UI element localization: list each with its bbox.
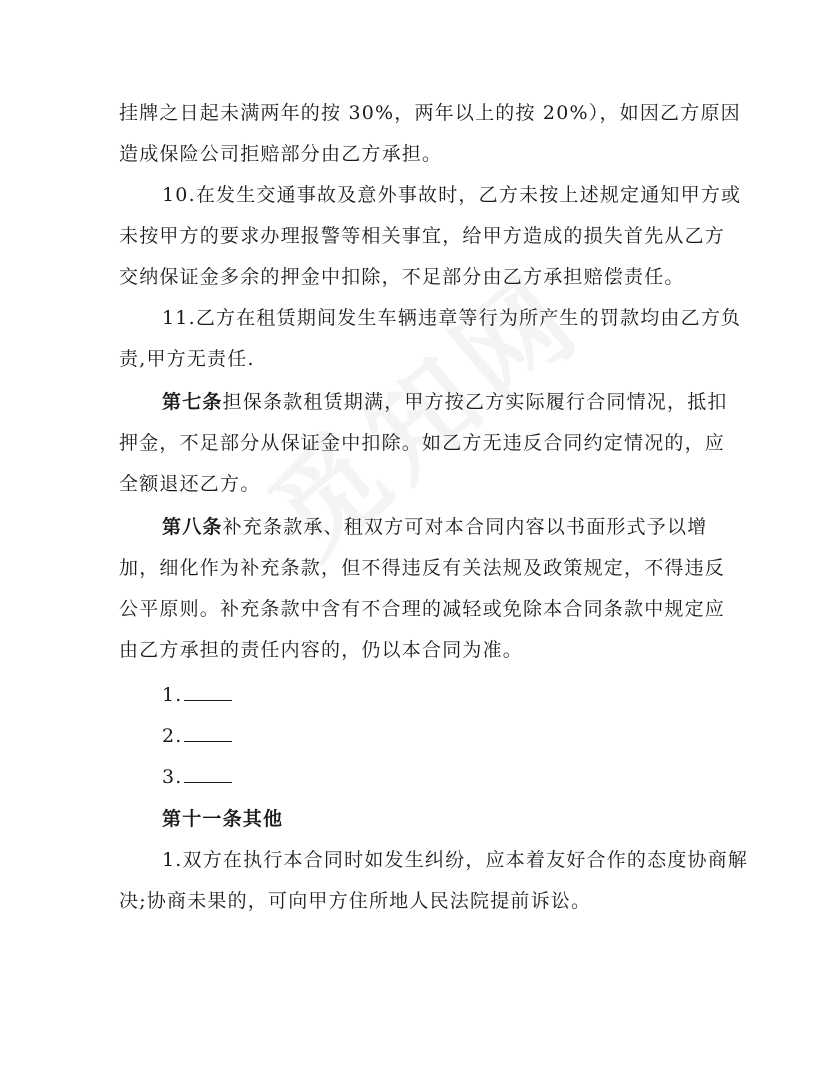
blank-line: [184, 764, 232, 783]
article-8-text: 补充条款承、租双方可对本合同内容以书面形式予以增: [222, 516, 708, 538]
text-line: 全额退还乙方。: [119, 473, 261, 495]
text-line: 挂牌之日起未满两年的按 30%，两年以上的按 20%），如因乙方原因: [119, 102, 741, 124]
text-line: 未按甲方的要求办理报警等相关事宜，给甲方造成的损失首先从乙方: [119, 225, 726, 247]
article-7-heading: 第七条: [162, 391, 223, 413]
blank-line: [184, 682, 232, 701]
text-line: 造成保险公司拒赔部分由乙方承担。: [119, 143, 443, 165]
blank-item: [162, 723, 232, 748]
article-8-heading: 第八条: [162, 516, 223, 538]
blank-line: [184, 723, 232, 742]
text-line: 11.乙方在租赁期间发生车辆违章等行为所产生的罚款均由乙方负: [162, 307, 742, 329]
article-7-text: 担保条款租赁期满，甲方按乙方实际履行合同情况，抵扣: [222, 391, 728, 413]
text-line: 决;协商未果的，可向甲方住所地人民法院提前诉讼。: [119, 890, 592, 912]
article-11-heading: 第十一条其他: [162, 808, 284, 830]
text-line: 加，细化作为补充条款，但不得违反有关法规及政策规定，不得违反: [119, 557, 726, 579]
article-8-line: [162, 515, 707, 539]
blank-item-number: 3.: [162, 766, 183, 788]
blank-item: [162, 682, 232, 707]
blank-item-number: 2.: [162, 725, 183, 747]
article-7-line: [162, 390, 728, 414]
text-line: 交纳保证金多余的押金中扣除，不足部分由乙方承担赔偿责任。: [119, 266, 685, 288]
text-line: 10.在发生交通事故及意外事故时，乙方未按上述规定通知甲方或: [162, 184, 742, 206]
text-line: 1.双方在执行本合同时如发生纠纷，应本着友好合作的态度协商解: [162, 849, 749, 871]
text-line: 公平原则。补充条款中含有不合理的减轻或免除本合同条款中规定应: [119, 598, 726, 620]
text-line: 责,甲方无责任.: [119, 348, 255, 370]
blank-item: [162, 764, 232, 789]
text-line: 由乙方承担的责任内容的，仍以本合同为准。: [119, 639, 524, 661]
blank-item-number: 1.: [162, 684, 183, 706]
text-line: 押金，不足部分从保证金中扣除。如乙方无违反合同约定情况的，应: [119, 432, 726, 454]
